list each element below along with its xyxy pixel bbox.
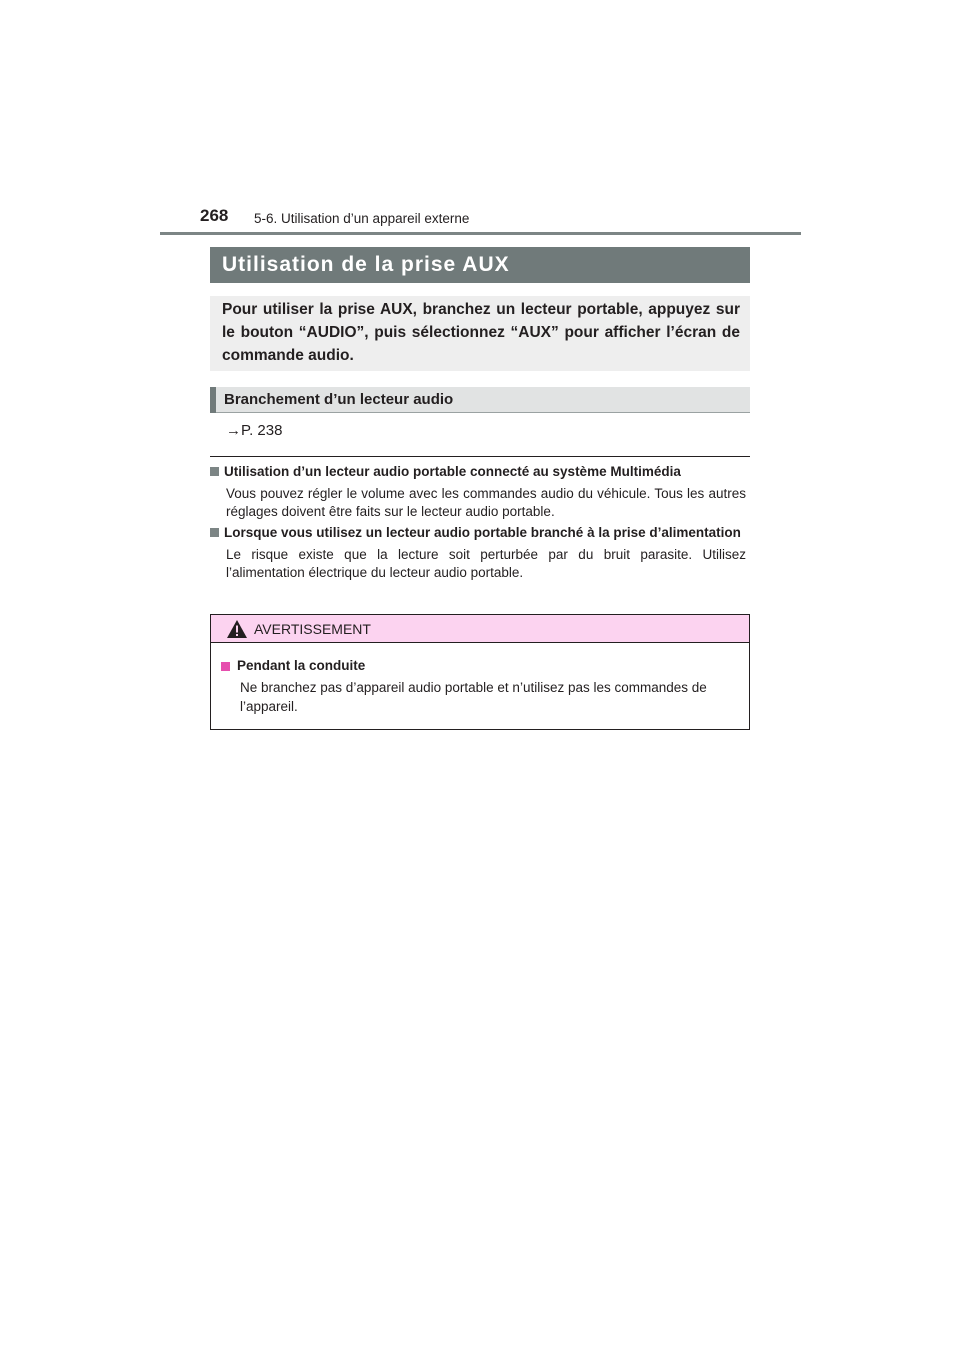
note-body: Le risque existe que la lecture soit perturbée par du bruit parasite. Utilisez l’alimentation électrique du lecteur audio portable. [226, 547, 746, 580]
intro-box [210, 296, 750, 371]
square-bullet-icon [210, 528, 219, 537]
note-heading-text: Utilisation d’un lecteur audio portable connecté au système Multimédia [224, 464, 681, 479]
note-body: Vous pouvez régler le volume avec les commandes audio du véhicule. Tous les autres réglages doivent être faits sur le lecteur audio portable. [226, 486, 746, 519]
page-number: 268 [200, 206, 229, 225]
page-title: Utilisation de la prise AUX [222, 253, 510, 276]
pink-square-bullet-icon [221, 662, 230, 671]
warning-triangle-icon [226, 619, 248, 639]
page-reference: →P. 238 [226, 422, 283, 439]
note-heading [210, 524, 750, 542]
note-item [210, 463, 750, 521]
intro-text: Pour utiliser la prise AUX, branchez un lecteur portable, appuyez sur le bouton “AUDIO”, puis sélectionnez “AUX” pour afficher l’écran de commande audio. [222, 301, 740, 364]
section-label: 5-6. Utilisation d’un appareil externe [254, 211, 470, 226]
warning-item [221, 657, 745, 716]
subsection-accent [210, 387, 216, 413]
warning-item-body: Ne branchez pas d’appareil audio portable et n’utilisez pas les commandes de l’appareil. [240, 680, 707, 714]
warning-title: AVERTISSEMENT [254, 621, 371, 637]
square-bullet-icon [210, 467, 219, 476]
page-header [160, 206, 801, 236]
title-bar [210, 247, 750, 283]
divider [210, 456, 750, 457]
note-heading-text: Lorsque vous utilisez un lecteur audio portable branché à la prise d’alimentation [224, 525, 741, 540]
warning-box [210, 614, 750, 730]
header-rule [160, 232, 801, 235]
subsection-title: Branchement d’un lecteur audio [224, 391, 454, 408]
warning-item-heading: Pendant la conduite [237, 658, 366, 673]
note-heading [210, 463, 750, 481]
warning-header [211, 615, 749, 643]
note-item [210, 524, 750, 582]
subsection-bar [210, 387, 750, 413]
